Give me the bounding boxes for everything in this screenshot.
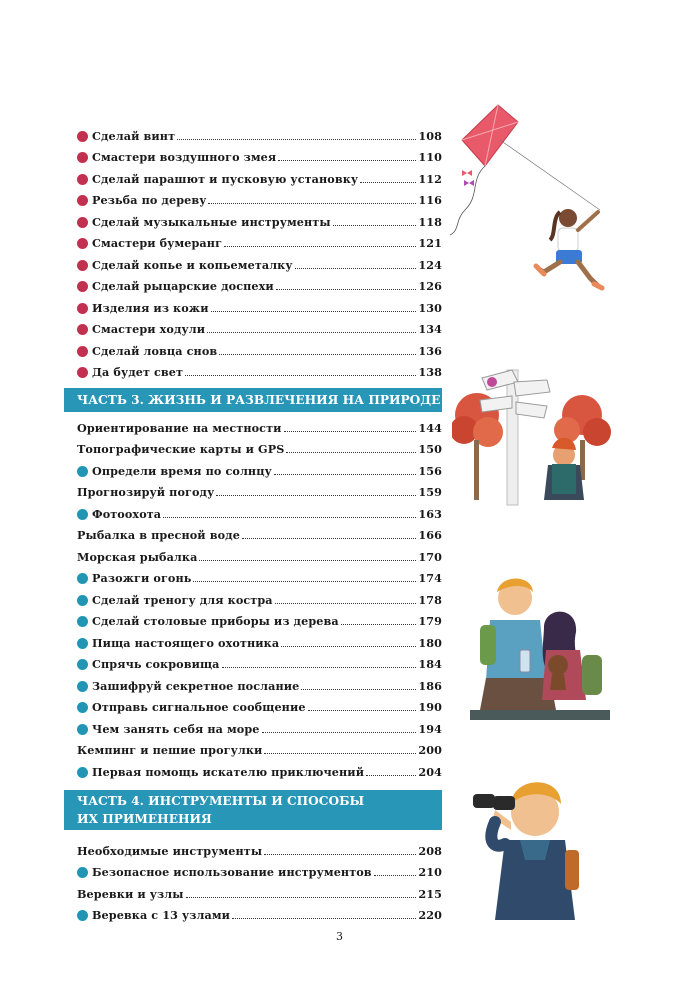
- teal-bullet-icon: [77, 659, 88, 670]
- entry-page-number: 174: [418, 571, 442, 585]
- dot-leader: [295, 268, 417, 269]
- entry-page-number: 220: [418, 908, 442, 922]
- dot-leader: [199, 560, 416, 561]
- entry-title: Сделай парашют и пусковую установку: [92, 171, 359, 186]
- entry-page-number: 118: [418, 214, 442, 229]
- entry-title: Первая помощь искателю приключений: [92, 764, 365, 779]
- entry-title: Разожги огонь: [92, 571, 192, 585]
- teal-bullet-icon: [77, 724, 88, 735]
- entry-page-number: 134: [418, 322, 442, 336]
- entry-title: Сделай столовые приборы из дерева: [92, 614, 339, 628]
- toc-entry: [77, 837, 442, 859]
- page-number: 3: [336, 930, 343, 943]
- toc-entry: [77, 414, 442, 436]
- dot-leader: [211, 311, 417, 312]
- entry-page-number: 144: [418, 420, 442, 435]
- red-bullet-icon: [77, 281, 88, 292]
- toc-entry: [77, 316, 442, 338]
- dot-leader: [333, 225, 417, 226]
- red-bullet-icon: [77, 238, 88, 249]
- dot-leader: [232, 918, 416, 919]
- toc-entry: [77, 273, 442, 295]
- dot-leader: [216, 495, 416, 496]
- entry-page-number: 126: [418, 279, 442, 293]
- teal-bullet-icon: [77, 616, 88, 627]
- entry-title: Резьба по дереву: [92, 193, 207, 207]
- toc-entry: [77, 359, 442, 381]
- teal-bullet-icon: [77, 910, 88, 921]
- part-3-title: ЧАСТЬ 3. ЖИЗНЬ И РАЗВЛЕЧЕНИЯ НА ПРИРОДЕ: [77, 393, 441, 407]
- entry-title: Изделия из кожи: [92, 300, 209, 315]
- entry-title: Определи время по солнцу: [92, 463, 272, 478]
- entry-page-number: 112: [418, 171, 442, 186]
- dot-leader: [360, 182, 416, 183]
- dot-leader: [224, 246, 416, 247]
- red-bullet-icon: [77, 324, 88, 335]
- dot-leader: [186, 897, 417, 898]
- toc-entry: [77, 565, 442, 587]
- entry-title: Безопасное использование инструментов: [92, 865, 372, 879]
- dot-leader: [275, 603, 417, 604]
- entry-title: Морская рыбалка: [77, 549, 198, 564]
- dot-leader: [281, 646, 416, 647]
- toc-entry: [77, 859, 442, 881]
- toc-entry: [77, 608, 442, 630]
- kite-girl-illustration: [440, 100, 620, 300]
- entry-title: Смастери воздушного змея: [92, 150, 277, 164]
- entry-page-number: 138: [418, 365, 442, 379]
- dot-leader: [222, 667, 417, 668]
- entry-page-number: 194: [418, 721, 442, 736]
- entry-page-number: 166: [418, 528, 442, 542]
- teal-bullet-icon: [77, 509, 88, 520]
- entry-page-number: 208: [418, 843, 442, 858]
- entry-title: Ориентирование на местности: [77, 420, 282, 435]
- red-bullet-icon: [77, 195, 88, 206]
- toc-entry: [77, 187, 442, 209]
- entry-page-number: 179: [418, 614, 442, 628]
- dot-leader: [177, 139, 416, 140]
- part-3-heading: [64, 388, 442, 412]
- toc-entry: [77, 500, 442, 522]
- toc-entry: [77, 436, 442, 458]
- entry-page-number: 215: [418, 886, 442, 901]
- entry-title: Пища настоящего охотника: [92, 635, 280, 650]
- boy-with-binoculars-illustration: [465, 770, 595, 920]
- entry-page-number: 121: [418, 236, 442, 250]
- entry-title: Топографические карты и GPS: [77, 442, 285, 456]
- teal-bullet-icon: [77, 466, 88, 477]
- part-4-title-line-2: ИХ ПРИМЕНЕНИЯ: [77, 812, 212, 826]
- toc-entry: [77, 457, 442, 479]
- entry-title: Кемпинг и пешие прогулки: [77, 743, 263, 757]
- entry-page-number: 170: [418, 549, 442, 564]
- entry-title: Спрячь сокровища: [92, 657, 220, 671]
- dot-leader: [284, 431, 417, 432]
- entry-page-number: 116: [418, 193, 442, 207]
- toc-section-crafts: [77, 122, 442, 380]
- toc-entry: [77, 165, 442, 187]
- dot-leader: [264, 753, 416, 754]
- entry-page-number: 156: [418, 463, 442, 478]
- part-4-heading: [64, 790, 442, 830]
- toc-entry: [77, 737, 442, 759]
- dot-leader: [163, 517, 416, 518]
- entry-page-number: 163: [418, 506, 442, 521]
- entry-title: Веревка с 13 узлами: [92, 908, 231, 922]
- dot-leader: [207, 332, 416, 333]
- dot-leader: [366, 775, 416, 776]
- toc-entry: [77, 479, 442, 501]
- red-bullet-icon: [77, 174, 88, 185]
- entry-page-number: 178: [418, 592, 442, 607]
- toc-entry: [77, 758, 442, 780]
- entry-page-number: 190: [418, 700, 442, 714]
- red-bullet-icon: [77, 303, 88, 314]
- dot-leader: [242, 538, 416, 539]
- red-bullet-icon: [77, 152, 88, 163]
- entry-page-number: 204: [418, 764, 442, 779]
- entry-page-number: 124: [418, 257, 442, 272]
- entry-page-number: 200: [418, 743, 442, 757]
- toc-section-part-3: [77, 414, 442, 780]
- toc-entry: [77, 651, 442, 673]
- entry-page-number: 210: [418, 865, 442, 879]
- dot-leader: [208, 203, 416, 204]
- teal-bullet-icon: [77, 681, 88, 692]
- teal-bullet-icon: [77, 573, 88, 584]
- toc-entry: [77, 522, 442, 544]
- two-kids-with-monkey-illustration: [460, 570, 620, 730]
- teal-bullet-icon: [77, 867, 88, 878]
- toc-entry: [77, 586, 442, 608]
- toc-entry: [77, 337, 442, 359]
- teal-bullet-icon: [77, 767, 88, 778]
- entry-title: Зашифруй секретное послание: [92, 678, 300, 693]
- entry-title: Фотоохота: [92, 506, 162, 521]
- toc-section-part-4: [77, 837, 442, 923]
- entry-page-number: 180: [418, 635, 442, 650]
- toc-entry: [77, 294, 442, 316]
- dot-leader: [301, 689, 416, 690]
- entry-page-number: 184: [418, 657, 442, 671]
- dot-leader: [274, 474, 417, 475]
- part-4-title-line-1: ЧАСТЬ 4. ИНСТРУМЕНТЫ И СПОСОБЫ: [77, 794, 365, 808]
- entry-page-number: 159: [418, 485, 442, 499]
- entry-title: Веревки и узлы: [77, 886, 184, 901]
- entry-title: Сделай музыкальные инструменты: [92, 214, 331, 229]
- red-bullet-icon: [77, 260, 88, 271]
- toc-entry: [77, 672, 442, 694]
- entry-title: Рыбалка в пресной воде: [77, 528, 240, 542]
- red-bullet-icon: [77, 217, 88, 228]
- teal-bullet-icon: [77, 702, 88, 713]
- teal-bullet-icon: [77, 638, 88, 649]
- entry-title: Смастери ходули: [92, 322, 206, 336]
- toc-entry: [77, 251, 442, 273]
- entry-title: Сделай рыцарские доспехи: [92, 279, 274, 293]
- toc-entry: [77, 715, 442, 737]
- toc-entry: [77, 543, 442, 565]
- toc-entry: [77, 230, 442, 252]
- dot-leader: [262, 732, 417, 733]
- dot-leader: [374, 875, 417, 876]
- dot-leader: [341, 624, 417, 625]
- dot-leader: [276, 289, 417, 290]
- entry-title: Сделай копье и копьеметалку: [92, 257, 293, 272]
- dot-leader: [278, 160, 416, 161]
- entry-page-number: 110: [418, 150, 442, 164]
- toc-entry: [77, 144, 442, 166]
- entry-title: Необходимые инструменты: [77, 843, 263, 858]
- dot-leader: [308, 710, 417, 711]
- toc-entry: [77, 694, 442, 716]
- dot-leader: [219, 354, 416, 355]
- toc-entry: [77, 902, 442, 924]
- entry-title: Прогнозируй погоду: [77, 485, 215, 499]
- dot-leader: [264, 854, 416, 855]
- entry-page-number: 136: [418, 343, 442, 358]
- entry-page-number: 186: [418, 678, 442, 693]
- dot-leader: [185, 375, 416, 376]
- entry-page-number: 108: [418, 128, 442, 143]
- entry-title: Сделай ловца снов: [92, 343, 218, 358]
- entry-title: Сделай винт: [92, 128, 176, 143]
- dot-leader: [286, 452, 416, 453]
- toc-entry: [77, 122, 442, 144]
- toc-entry: [77, 629, 442, 651]
- red-bullet-icon: [77, 367, 88, 378]
- dot-leader: [193, 581, 416, 582]
- entry-title: Чем занять себя на море: [92, 721, 260, 736]
- red-bullet-icon: [77, 131, 88, 142]
- entry-title: Сделай треногу для костра: [92, 592, 273, 607]
- entry-page-number: 150: [418, 442, 442, 456]
- teal-bullet-icon: [77, 595, 88, 606]
- toc-entry: [77, 880, 442, 902]
- entry-title: Смастери бумеранг: [92, 236, 223, 250]
- signpost-trees-boy-illustration: [452, 360, 622, 510]
- red-bullet-icon: [77, 346, 88, 357]
- entry-title: Отправь сигнальное сообщение: [92, 700, 306, 714]
- entry-page-number: 130: [418, 300, 442, 315]
- entry-title: Да будет свет: [92, 365, 184, 379]
- toc-entry: [77, 208, 442, 230]
